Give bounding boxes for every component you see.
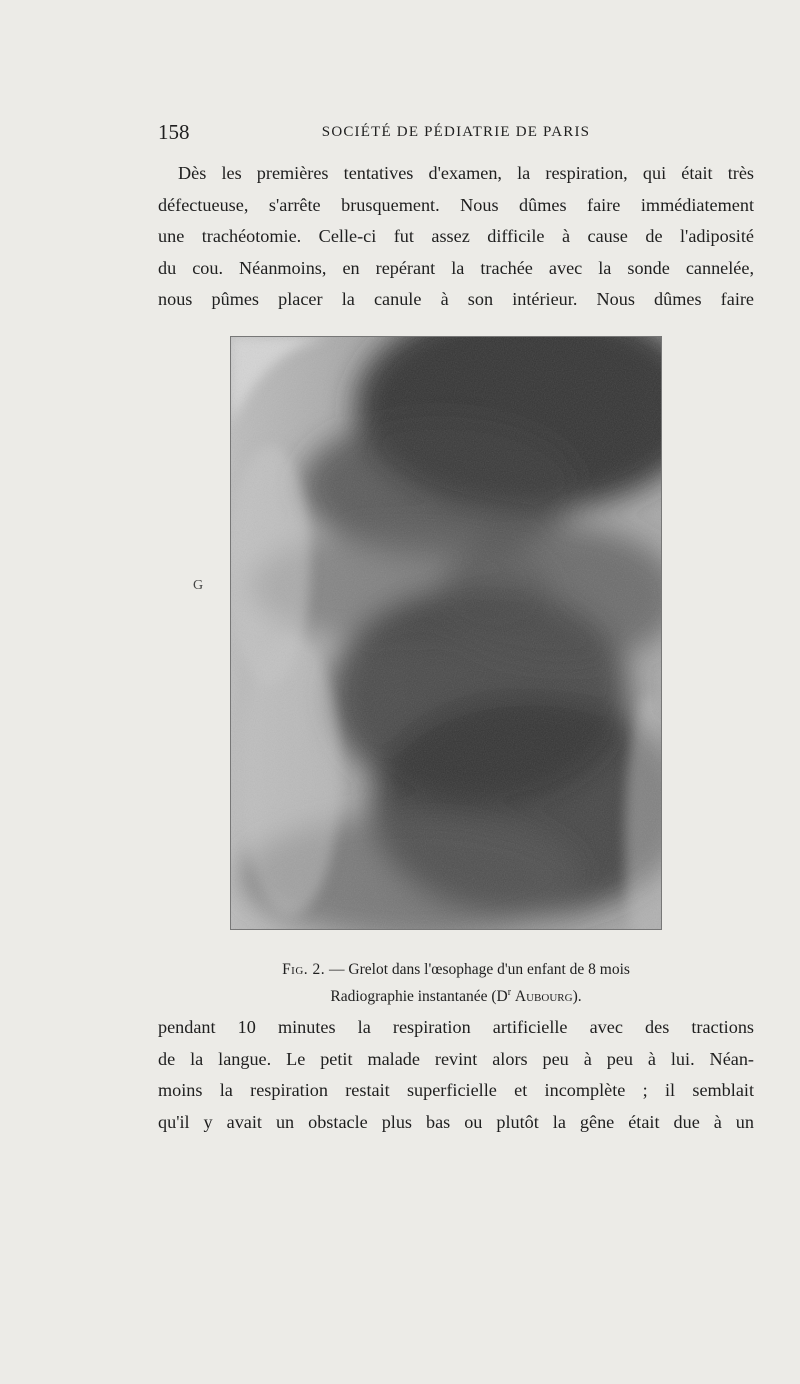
text-line: Dès les premières tentatives d'examen, la respiration, qui était très	[178, 163, 754, 183]
caption-line-2	[158, 981, 754, 1008]
xray-image	[230, 336, 662, 930]
caption-author-name: Aubourg	[514, 988, 573, 1006]
text-line: nous pûmes placer la canule à son intérieur. Nous dûmes faire	[158, 289, 754, 310]
page-header	[158, 120, 754, 146]
figure-marker: G	[193, 578, 204, 593]
text-line: du cou. Néanmoins, en repérant la trachée avec la sonde cannelée,	[158, 257, 754, 278]
text-line: pendant 10 minutes la respiration artificielle avec des tractions	[158, 1017, 754, 1037]
caption-superscript: r	[507, 987, 512, 998]
caption-prefix: Radiographie instantanée (D	[330, 988, 508, 1006]
xray-figure	[230, 336, 662, 930]
text-line: de la langue. Le petit malade revint alors peu à peu à lui. Néan-	[158, 1048, 754, 1069]
figure-caption	[158, 958, 754, 1008]
caption-suffix: ).	[572, 988, 582, 1006]
caption-line-1	[158, 958, 754, 981]
text-line: défectueuse, s'arrête brusquement. Nous dûmes faire immédiatement	[158, 194, 754, 215]
paragraph-bottom	[158, 1012, 754, 1138]
text-line: une trachéotomie. Celle-ci fut assez difficile à cause de l'adiposité	[158, 226, 754, 247]
xray-grain	[230, 336, 662, 930]
running-head: SOCIÉTÉ DE PÉDIATRIE DE PARIS	[321, 124, 591, 140]
text-line: moins la respiration restait superficielle et incomplète ; il semblait	[158, 1080, 754, 1101]
text-line: qu'il y avait un obstacle plus bas ou plutôt la gêne était due à un	[158, 1111, 754, 1132]
figure-label: Fig. 2.	[282, 961, 326, 978]
caption-text: — Grelot dans l'œsophage d'un enfant de 8 mois	[329, 961, 630, 978]
page-number: 158	[158, 120, 190, 144]
paragraph-top	[158, 158, 754, 316]
